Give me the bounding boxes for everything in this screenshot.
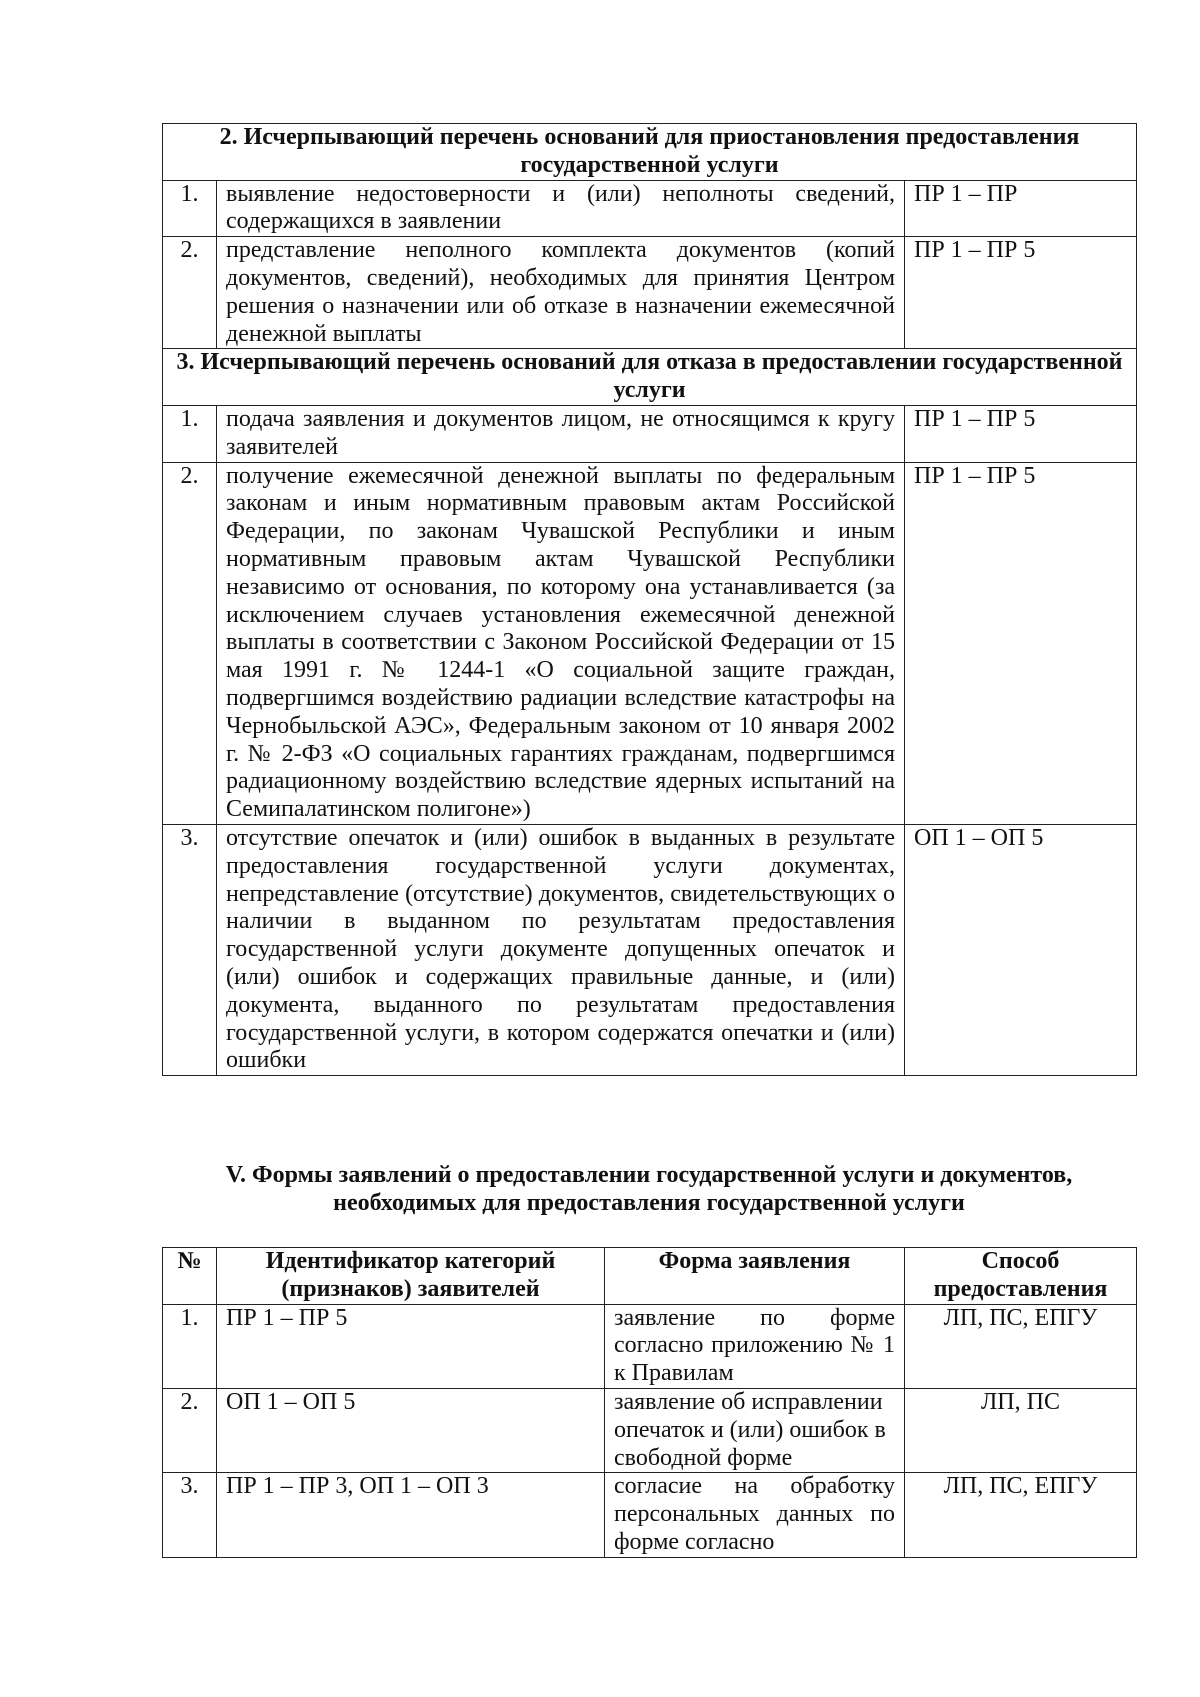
section-3-title: 3. Исчерпывающий перечень оснований для отказа в предоставлении государственной услуги xyxy=(163,349,1137,406)
table-row xyxy=(163,1304,1137,1388)
table-row xyxy=(163,1388,1137,1472)
row-category: ОП 1 – ОП 5 xyxy=(217,1388,605,1472)
row-code: ПР 1 – ПР 5 xyxy=(905,405,1137,462)
section-2-title: 2. Исчерпывающий перечень оснований для приостановления предоставления государственной услуги xyxy=(163,124,1137,181)
row-text: представление неполного комплекта документов (копий документов, сведений), необходимых для принятия Центром решения о назначении или об отказе в назначении ежемесячной денежной выплаты xyxy=(217,237,905,349)
row-text: выявление недостоверности и (или) неполноты сведений, содержащихся в заявлении xyxy=(217,180,905,237)
table-row xyxy=(163,462,1137,824)
row-number: 2. xyxy=(163,462,217,824)
row-number: 2. xyxy=(163,237,217,349)
header-method: Способ предоставления xyxy=(905,1248,1137,1305)
row-category: ПР 1 – ПР 3, ОП 1 – ОП 3 xyxy=(217,1473,605,1557)
table-header-row xyxy=(163,1248,1137,1305)
row-number: 2. xyxy=(163,1388,217,1472)
row-number: 1. xyxy=(163,1304,217,1388)
row-code: ПР 1 – ПР 5 xyxy=(905,237,1137,349)
row-number: 3. xyxy=(163,824,217,1075)
row-text: отсутствие опечаток и (или) ошибок в выданных в результате предоставления государственной услуги документах, непредставление (отсутствие) документов, свидетельствующих о наличии в выданном по результатам предоставления государственной услуги документе допущенных опечаток и (или) ошибок и содержащих правильные данные, и (или) документа, выданного по результатам предоставления государственной услуги, в котором содержатся опечатки и (или) ошибки xyxy=(217,824,905,1075)
row-form: заявление об исправлении опечаток и (или) ошибок в свободной форме xyxy=(605,1388,905,1472)
row-code: ПР 1 – ПР 5 xyxy=(905,462,1137,824)
row-code: ОП 1 – ОП 5 xyxy=(905,824,1137,1075)
header-form: Форма заявления xyxy=(605,1248,905,1305)
row-method: ЛП, ПС xyxy=(905,1388,1137,1472)
row-text: получение ежемесячной денежной выплаты по федеральным законам и иным нормативным правовым актам Российской Федерации, по законам Чувашской Республики и иным нормативным правовым актам Чувашской Республики независимо от основания, по которому она устанавливается (за исключением случаев установления ежемесячной денежной выплаты в соответствии с Законом Российской Федерации от 15 мая 1991 г. № 1244-1 «О социальной защите граждан, подвергшимся воздействию радиации вследствие катастрофы на Чернобыльской АЭС», Федеральным законом от 10 января 2002 г. № 2-ФЗ «О социальных гарантиях гражданам, подвергшимся радиационному воздействию вследствие ядерных испытаний на Семипалатинском полигоне») xyxy=(217,462,905,824)
forms-table xyxy=(162,1247,1137,1558)
grounds-table xyxy=(162,123,1137,1076)
header-category: Идентификатор категорий (признаков) заявителей xyxy=(217,1248,605,1305)
table-row xyxy=(163,237,1137,349)
row-text: подача заявления и документов лицом, не относящимся к кругу заявителей xyxy=(217,405,905,462)
section-3-header-row xyxy=(163,349,1137,406)
table-row xyxy=(163,1473,1137,1557)
row-form: согласие на обработку персональных данных по форме согласно xyxy=(605,1473,905,1557)
row-form: заявление по форме согласно приложению № 1 к Правилам xyxy=(605,1304,905,1388)
row-number: 1. xyxy=(163,405,217,462)
header-number: № xyxy=(163,1248,217,1305)
section-2-header-row xyxy=(163,124,1137,181)
section-v-title: V. Формы заявлений о предоставлении государственной услуги и документов, необходимых для предоставления государственной услуги xyxy=(225,1162,1073,1216)
table-row xyxy=(163,824,1137,1075)
table-row xyxy=(163,405,1137,462)
row-method: ЛП, ПС, ЕПГУ xyxy=(905,1473,1137,1557)
row-method: ЛП, ПС, ЕПГУ xyxy=(905,1304,1137,1388)
row-number: 1. xyxy=(163,180,217,237)
row-code: ПР 1 – ПР xyxy=(905,180,1137,237)
row-number: 3. xyxy=(163,1473,217,1557)
table-row xyxy=(163,180,1137,237)
row-category: ПР 1 – ПР 5 xyxy=(217,1304,605,1388)
